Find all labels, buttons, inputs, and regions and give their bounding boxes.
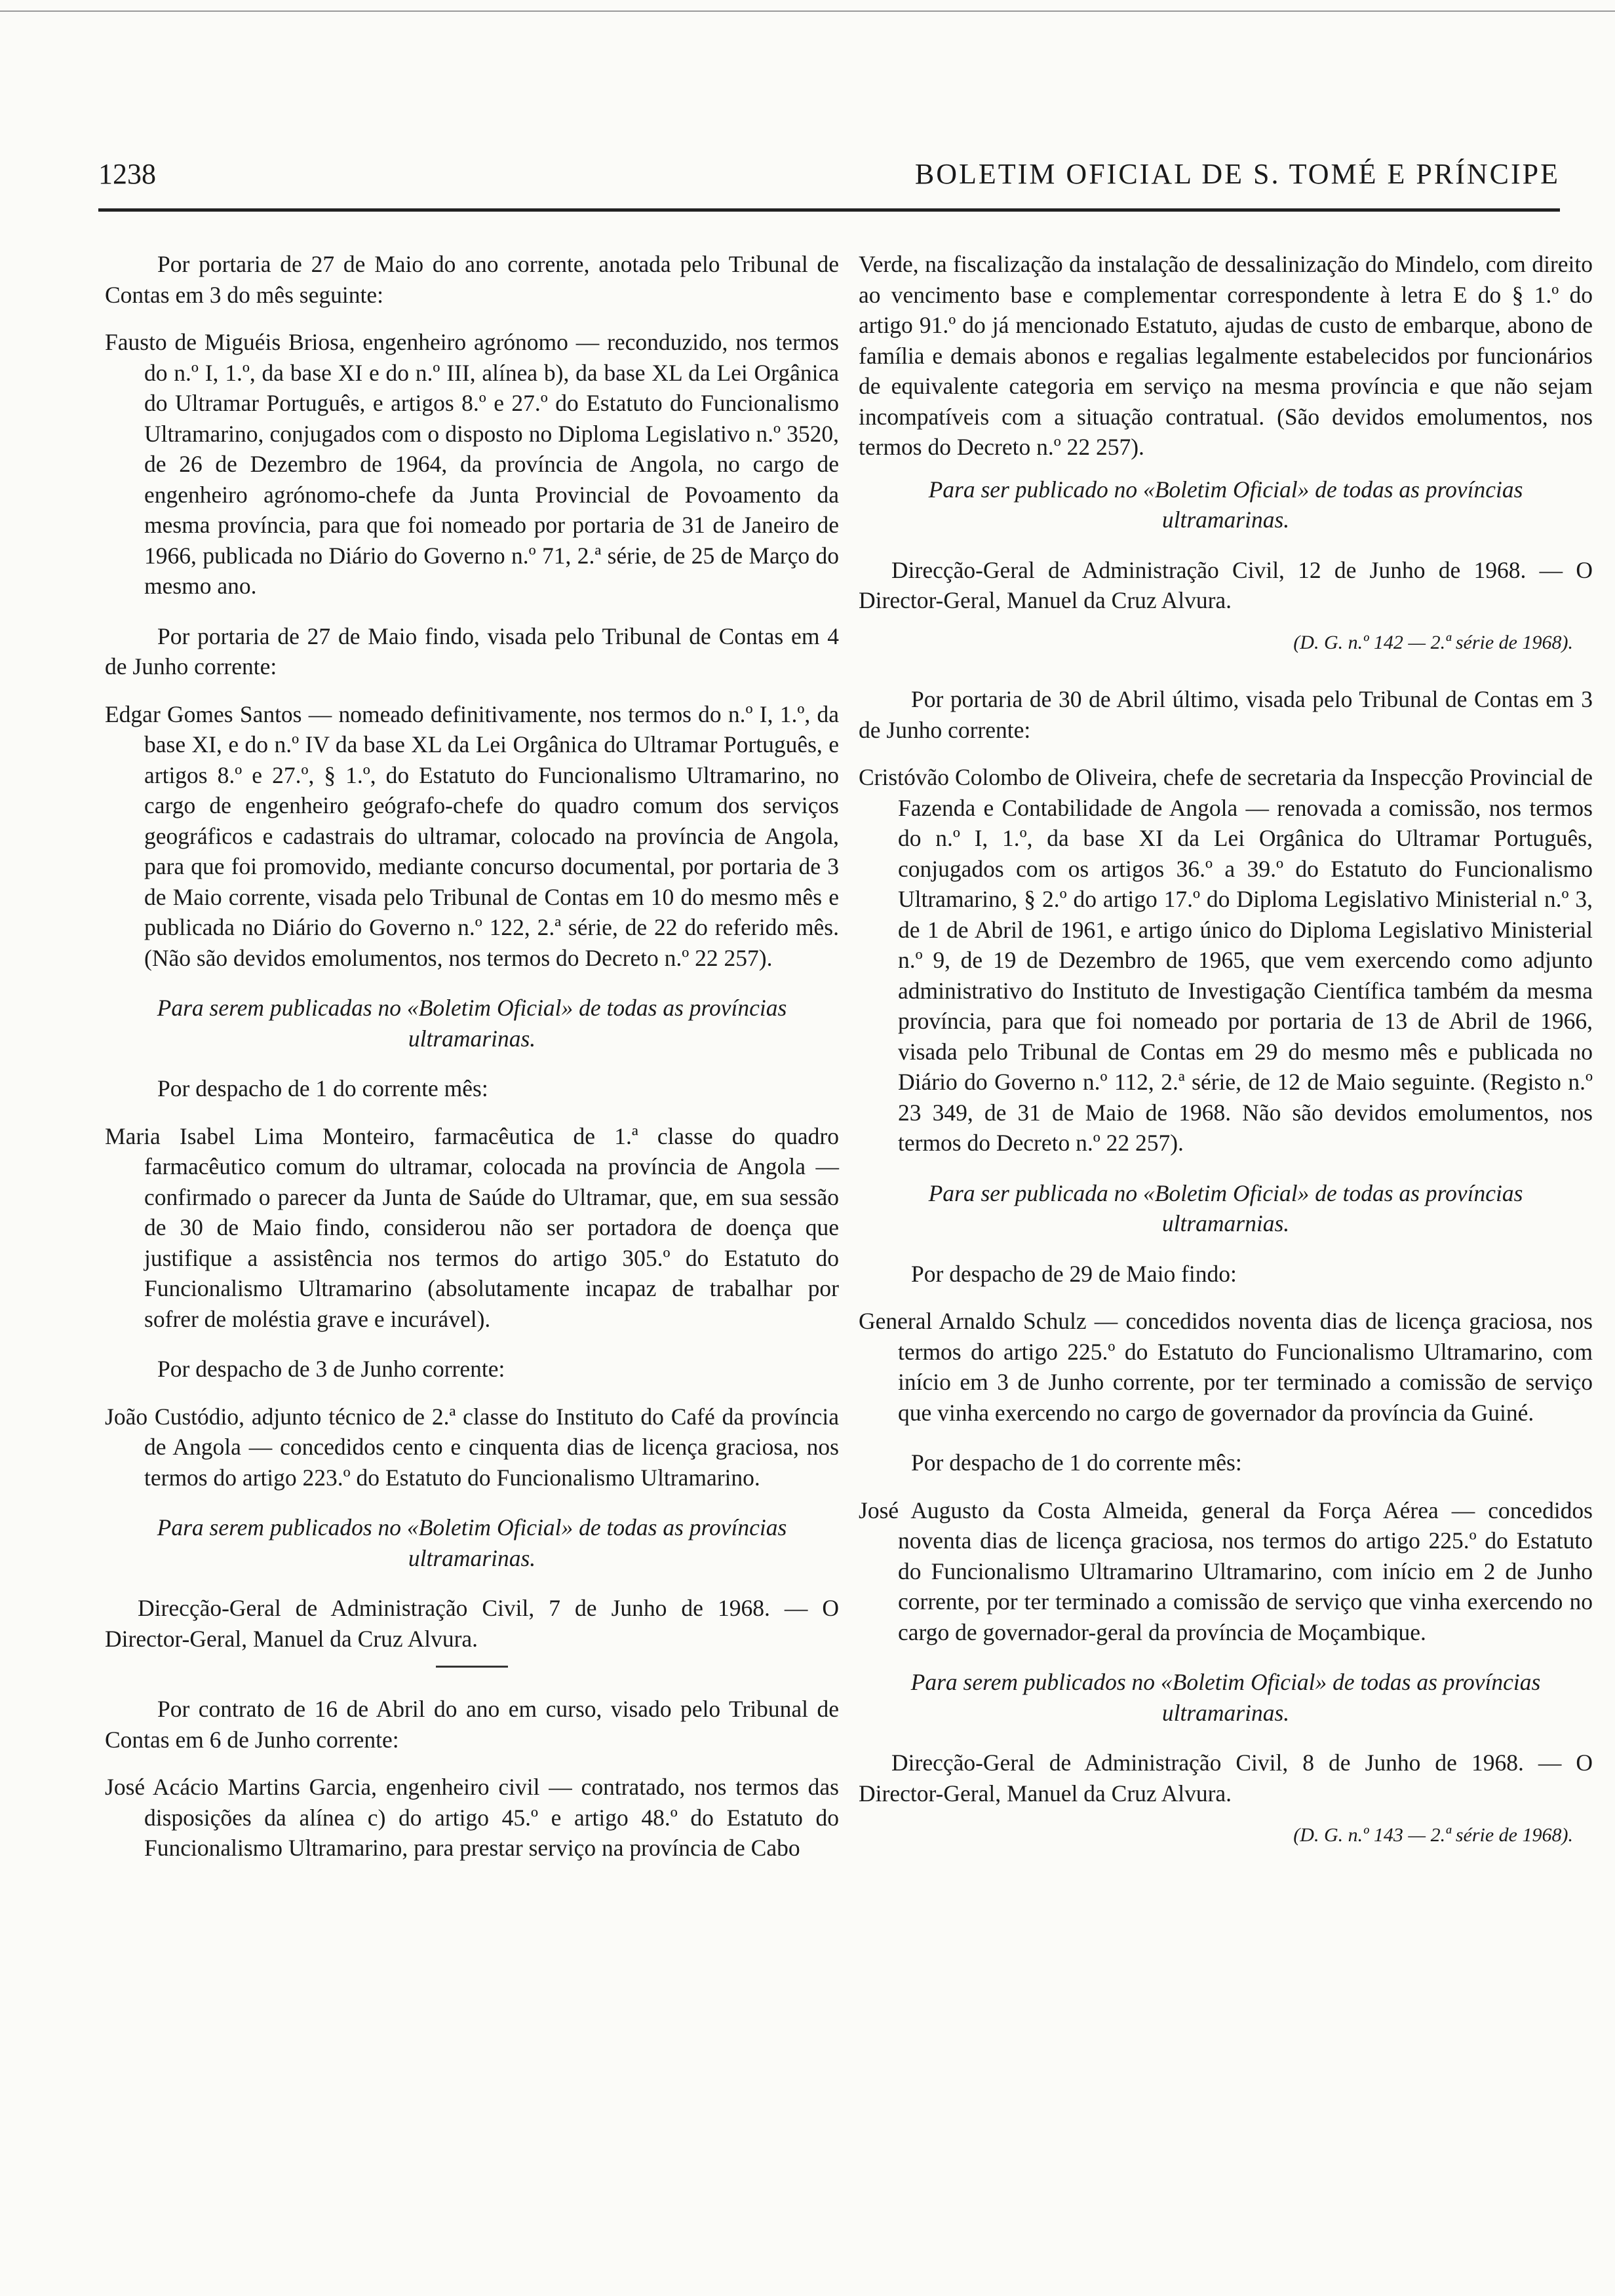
signature-line: Direcção-Geral de Administração Civil, 8 de Junho de 1968. — O Director-Geral, Manuel da Cruz Alvura. bbox=[859, 1750, 1593, 1807]
entry-continuation: Verde, na fiscalização da instalação de dessalinização do Mindelo, com direito ao vencimento base e complementar correspondente à letra E do § 1.º do artigo 91.º do já mencionado Estatuto, ajudas de custo de embarque, abono de família e demais abonos e regalias legalmente estabelecidos por funcionários de equivalente categoria em serviço na mesma província e que não sejam incompatíveis com a situação contratual. (São devidos emolumentos, nos termos do Decreto n.º 22 257). bbox=[859, 251, 1593, 460]
page-header bbox=[98, 151, 1560, 197]
page-number: 1238 bbox=[98, 158, 156, 190]
gazette-reference: (D. G. n.º 142 — 2.ª série de 1968). bbox=[1293, 631, 1573, 653]
portaria-intro: Por portaria de 27 de Maio findo, visada pelo Tribunal de Contas em 4 de Junho corrente: bbox=[105, 622, 839, 679]
top-edge-rule bbox=[0, 9, 1615, 13]
portaria-intro: Por portaria de 27 de Maio do ano corrente, anotada pelo Tribunal de Contas em 3 do mês seguinte: bbox=[105, 251, 839, 308]
portaria-intro: Por portaria de 30 de Abril último, visada pelo Tribunal de Contas em 3 de Junho corrente: bbox=[859, 686, 1593, 743]
appointment-entry: General Arnaldo Schulz — concedidos noventa dias de licença graciosa, nos termos do artigo 225.º do Estatuto do Funcionalismo Ultramarino, com início em 3 de Junho corrente, por ter terminado a comissão de serviço que vinha exercendo no cargo de governador da província da Guiné. bbox=[859, 1308, 1593, 1426]
right-column bbox=[859, 249, 1593, 1877]
appointment-entry: Cristóvão Colombo de Oliveira, chefe de secretaria da Inspecção Provincial de Fazenda e Contabilidade de Angola — renovada a comissão, nos termos do n.º I, 1.º, da base XI da Lei Orgânica do Ultramar Português, conjugados com os artigos 36.º a 39.º do Estatuto do Funcionalismo Ultramarino, § 2.º do artigo 17.º do Diploma Legislativo Ministerial n.º 3, de 1 de Abril de 1961, e artigo único do Diploma Legislativo Ministerial n.º 9, de 19 de Dezembro de 1965, que vem exercendo como adjunto administrativo do Instituto de Investigação Científica também da mesma província, para que foi nomeado por portaria de 13 de Abril de 1966, visada pelo Tribunal de Contas em 29 do mesmo mês e publicada no Diário do Governo n.º 112, 2.ª série, de 12 de Maio seguinte. (Registo n.º 23 349, de 31 de Maio de 1968. Não são devidos emolumentos, nos termos do Decreto n.º 22 257). bbox=[859, 764, 1593, 1156]
publication-note: Para ser publicado no «Boletim Oficial» de todas as províncias ultramarinas. bbox=[928, 476, 1523, 533]
despacho-intro: Por despacho de 29 de Maio findo: bbox=[911, 1260, 1237, 1287]
despacho-intro: Por despacho de 1 do corrente mês: bbox=[157, 1075, 488, 1101]
publication-note: Para ser publicada no «Boletim Oficial» de todas as províncias ultramarnias. bbox=[928, 1179, 1523, 1236]
contract-intro: Por contrato de 16 de Abril do ano em curso, visado pelo Tribunal de Contas em 6 de Junho corrente: bbox=[105, 1696, 839, 1753]
despacho-intro: Por despacho de 3 de Junho corrente: bbox=[157, 1356, 505, 1382]
header-rule bbox=[98, 208, 1560, 212]
despacho-intro: Por despacho de 1 do corrente mês: bbox=[911, 1449, 1242, 1476]
left-column bbox=[105, 249, 839, 1883]
publication-note: Para serem publicados no «Boletim Oficial» de todas as províncias ultramarinas. bbox=[157, 1514, 787, 1571]
appointment-entry: Edgar Gomes Santos — nomeado definitivamente, nos termos do n.º I, 1.º, da base XI, e do n.º IV da base XL da Lei Orgânica do Ultramar Português, e artigos 8.º e 27.º, § 1.º, do Estatuto do Funcionalismo Ultramarino, no cargo de engenheiro geógrafo-chefe do quadro comum dos serviços geográficos e cadastrais do ultramar, colocado na província de Angola, para que foi promovido, mediante concurso documental, por portaria de 3 de Maio corrente, visada pelo Tribunal de Contas em 10 do mesmo mês e publicada no Diário do Governo n.º 122, 2.ª série, de 22 do referido mês. (Não são devidos emolumentos, nos termos do Decreto n.º 22 257). bbox=[105, 700, 839, 971]
signature-line: Direcção-Geral de Administração Civil, 12 de Junho de 1968. — O Director-Geral, Manuel da Cruz Alvura. bbox=[859, 556, 1593, 613]
appointment-entry: Fausto de Miguéis Briosa, engenheiro agrónomo — reconduzido, nos termos do n.º I, 1.º, da base XI e do n.º III, alínea b), da base XL da Lei Orgânica do Ultramar Português, e artigos 8.º e 27.º do Estatuto do Funcionalismo Ultramarino, conjugados com o disposto no Diploma Legislativo n.º 3520, de 26 de Dezembro de 1964, da província de Angola, no cargo de engenheiro agrónomo-chefe da Junta Provincial de Povoamento da mesma província, para que foi nomeado por portaria de 31 de Janeiro de 1966, publicada no Diário do Governo n.º 71, 2.ª série, de 25 de Março do mesmo ano. bbox=[105, 329, 839, 599]
appointment-entry: José Acácio Martins Garcia, engenheiro civil — contratado, nos termos das disposições da alínea c) do artigo 45.º e artigo 48.º do Estatuto do Funcionalismo Ultramarino, para prestar serviço na província de Cabo bbox=[105, 1774, 839, 1861]
publication-note: Para serem publicados no «Boletim Oficial» de todas as províncias ultramarinas. bbox=[910, 1669, 1541, 1726]
gazette-reference: (D. G. n.º 143 — 2.ª série de 1968). bbox=[1293, 1824, 1573, 1846]
publication-note: Para serem publicadas no «Boletim Oficial» de todas as províncias ultramarinas. bbox=[157, 995, 787, 1052]
running-head: BOLETIM OFICIAL DE S. TOMÉ E PRÍNCIPE bbox=[914, 158, 1560, 190]
section-separator bbox=[436, 1666, 508, 1668]
appointment-entry: Maria Isabel Lima Monteiro, farmacêutica de 1.ª classe do quadro farmacêutico comum do ultramar, colocada na província de Angola — confirmado o parecer da Junta de Saúde do Ultramar, que, em sua sessão de 30 de Maio findo, considerou não ser portadora de doença que justifique a assistência nos termos do artigo 305.º do Estatuto do Funcionalismo Ultramarino (absolutamente incapaz de trabalhar por sofrer de moléstia grave e incurável). bbox=[105, 1122, 839, 1332]
appointment-entry: João Custódio, adjunto técnico de 2.ª classe do Instituto do Café da província de Angola — concedidos cento e cinquenta dias de licença graciosa, nos termos do artigo 223.º do Estatuto do Funcionalismo Ultramarino. bbox=[105, 1403, 839, 1491]
appointment-entry: José Augusto da Costa Almeida, general da Força Aérea — concedidos noventa dias de licença graciosa, nos termos do artigo 225.º do Estatuto do Funcionalismo Ultramarino Ultramarino, com início em 2 de Junho corrente, por ter terminado a comissão de serviço que vinha exercendo no cargo de governador-geral da província de Moçambique. bbox=[859, 1497, 1593, 1645]
signature-line: Direcção-Geral de Administração Civil, 7 de Junho de 1968. — O Director-Geral, Manuel da Cruz Alvura. bbox=[105, 1595, 839, 1652]
